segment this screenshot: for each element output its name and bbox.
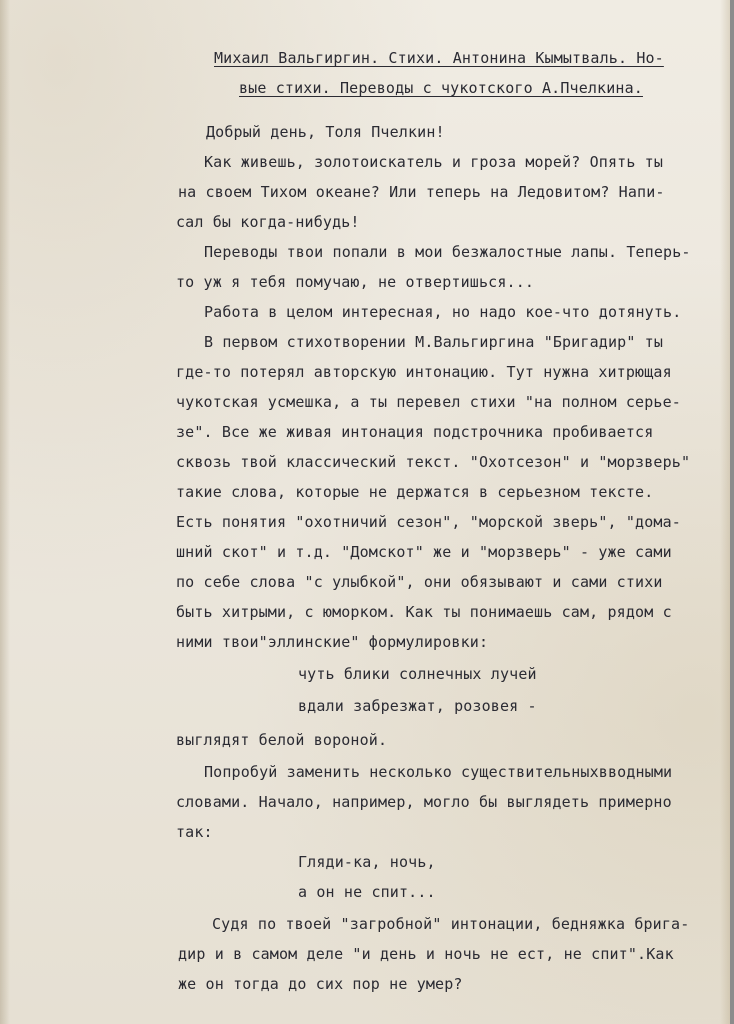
text-line: сал бы когда-нибудь! bbox=[176, 213, 360, 231]
text-line: где-то потерял авторскую интонацию. Тут нужна хитрющая bbox=[176, 363, 672, 381]
quoted-verse-line: чуть блики солнечных лучей bbox=[298, 665, 537, 683]
text-line: по себе слова "с улыбкой", они обязывают и сами стихи bbox=[176, 573, 663, 591]
paper-border bbox=[730, 0, 734, 1024]
text-line: Переводы твои попали в мои безжалостные лапы. Теперь- bbox=[204, 243, 691, 261]
text-line: на своем Тихом океане? Или теперь на Ледовитом? Напи- bbox=[178, 183, 665, 201]
paper-edge-left bbox=[0, 0, 10, 1024]
quoted-verse-line: вдали забрезжат, розовея - bbox=[298, 697, 537, 715]
text-line: словами. Начало, например, могло бы выглядеть примерно bbox=[176, 793, 672, 811]
text-line: то уж я тебя помучаю, не отвертишься... bbox=[176, 273, 535, 291]
text-line: Судя по твоей "загробной" интонации, бедняжка брига- bbox=[212, 915, 690, 933]
heading-line: вые стихи. Переводы с чукотского А.Пчелкина. bbox=[239, 79, 643, 97]
text-line: быть хитрыми, с юморком. Как ты понимаешь сам, рядом с bbox=[176, 603, 672, 621]
text-line: В первом стихотворении М.Вальгиргина "Бригадир" ты bbox=[204, 333, 664, 351]
text-line: же он тогда до сих пор не умер? bbox=[178, 975, 463, 993]
text-line: Попробуй заменить несколько существительныхвводными bbox=[204, 763, 673, 781]
quoted-verse-line: а он не спит... bbox=[298, 883, 436, 901]
text-line: ними твои"эллинские" формулировки: bbox=[176, 633, 489, 651]
text-line: сквозь твой классический текст. "Охотсезон" и "морзверь" bbox=[176, 453, 691, 471]
text-line: чукотская усмешка, а ты перевел стихи "на полном серье- bbox=[176, 393, 681, 411]
text-line: зе". Все же живая интонация подстрочника пробивается bbox=[176, 423, 654, 441]
text-line: дир и в самом деле "и день и ночь не ест, не спит".Как bbox=[178, 945, 674, 963]
text-line: выглядят белой вороной. bbox=[176, 731, 388, 749]
text-line: шний скот" и т.д. "Домскот" же и "морзверь" - уже сами bbox=[176, 543, 672, 561]
quoted-verse-line: Гляди-ка, ночь, bbox=[298, 853, 436, 871]
text-line: так: bbox=[176, 823, 213, 841]
text-line: такие слова, которые не держатся в серьезном тексте. bbox=[176, 483, 654, 501]
heading-line: Михаил Вальгиргин. Стихи. Антонина Кымытваль. Но- bbox=[214, 49, 664, 67]
text-line: Как живешь, золотоискатель и гроза морей? Опять ты bbox=[204, 153, 664, 171]
text-line: Работа в целом интересная, но надо кое-что дотянуть. bbox=[204, 303, 682, 321]
text-line: Добрый день, Толя Пчелкин! bbox=[206, 123, 445, 141]
text-line: Есть понятия "охотничий сезон", "морской зверь", "дома- bbox=[176, 513, 681, 531]
